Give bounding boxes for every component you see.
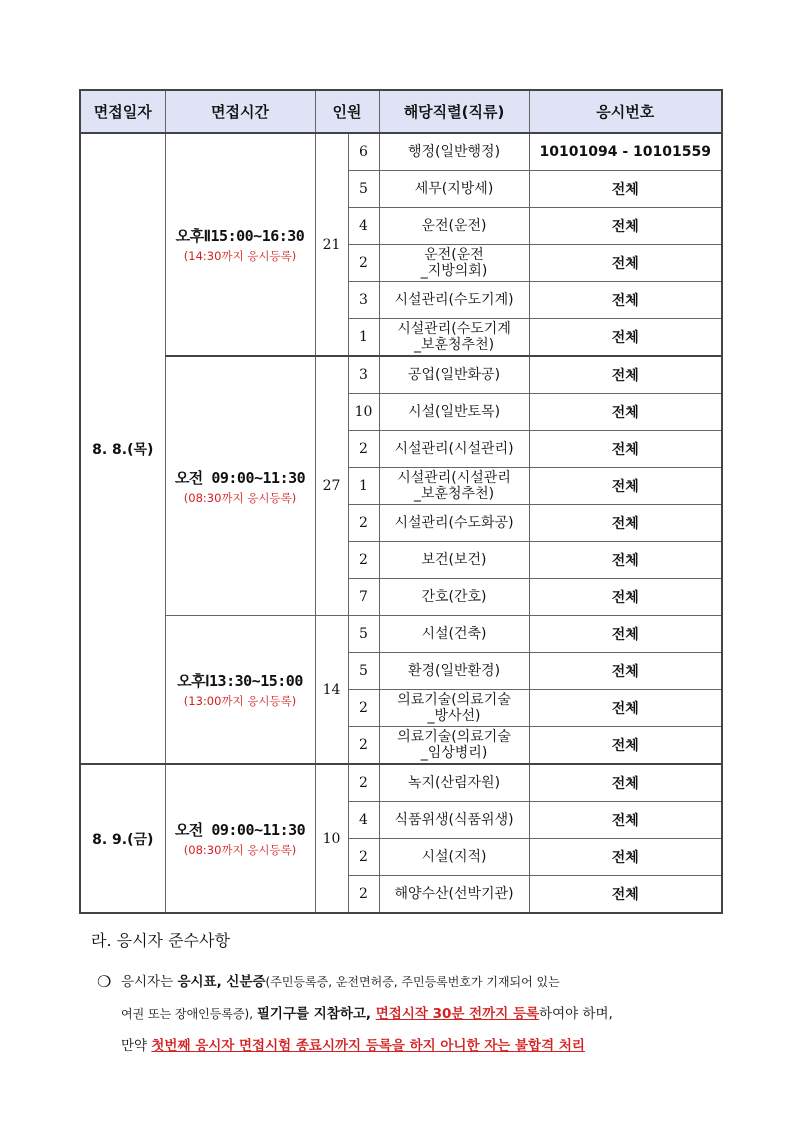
- job-series-line: 해양수산(선박기관): [394, 886, 514, 902]
- job-series: [379, 876, 529, 914]
- row-headcount: 5: [348, 653, 379, 690]
- group-headcount: 21: [315, 133, 348, 356]
- header-time: 면접시간: [165, 90, 315, 133]
- job-series: [379, 505, 529, 542]
- job-series: [379, 394, 529, 431]
- row-headcount: 2: [348, 876, 379, 914]
- interview-time: 오전 09:00~11:30: [174, 468, 306, 487]
- row-headcount: 2: [348, 431, 379, 468]
- notice-red-text: 면접시작 30분 전까지 등록: [375, 1006, 540, 1022]
- job-series-line: 시설관리(수도기계): [394, 292, 514, 308]
- job-series-line: 의료기술(의료기술: [397, 692, 511, 708]
- header-exam-number: 응시번호: [529, 90, 722, 133]
- job-series: [379, 171, 529, 208]
- job-series: [379, 431, 529, 468]
- job-series-line: 녹지(산림자원): [407, 775, 501, 791]
- job-series-line: 운전(운전: [424, 247, 484, 263]
- group-headcount: 27: [315, 356, 348, 616]
- exam-number: 전체: [529, 579, 722, 616]
- notice-text: 하여야 하며,: [539, 1006, 613, 1022]
- job-series: [379, 764, 529, 802]
- registration-deadline: (14:30까지 응시등록): [183, 249, 297, 263]
- job-series: [379, 802, 529, 839]
- exam-number: 10101094 - 10101559: [529, 133, 722, 171]
- job-series: [379, 542, 529, 579]
- row-headcount: 4: [348, 208, 379, 245]
- exam-number: 전체: [529, 394, 722, 431]
- job-series-line: 보건(보건): [421, 552, 487, 568]
- exam-number: 전체: [529, 319, 722, 357]
- job-series-line: 식품위생(식품위생): [394, 812, 514, 828]
- job-series: [379, 653, 529, 690]
- group-headcount: 14: [315, 616, 348, 765]
- job-series-line: _보훈청추천): [413, 337, 495, 353]
- job-series: [379, 356, 529, 394]
- row-headcount: 5: [348, 616, 379, 653]
- job-series: [379, 245, 529, 282]
- exam-number: 전체: [529, 245, 722, 282]
- interview-time: 오후Ⅰ13:30~15:00: [177, 672, 303, 690]
- interview-time: 오후Ⅱ15:00~16:30: [175, 227, 305, 245]
- notice-text: (주민등록증, 운전면허증, 주민등록번호가 기재되어 있는: [265, 975, 560, 989]
- notice-text: 여권 또는 장애인등록증),: [121, 1007, 257, 1021]
- job-series: [379, 133, 529, 171]
- job-series: [379, 319, 529, 357]
- job-series-line: 환경(일반환경): [407, 663, 501, 679]
- job-series-line: 시설관리(수도기계: [397, 321, 511, 337]
- interview-date: 8. 9.(금): [80, 764, 165, 913]
- job-series-line: _지방의회): [420, 263, 488, 279]
- row-headcount: 4: [348, 802, 379, 839]
- row-headcount: 7: [348, 579, 379, 616]
- interview-time-cell: [165, 764, 315, 913]
- notice-line-3: [121, 1030, 585, 1062]
- job-series: [379, 579, 529, 616]
- interview-date: 8. 8.(목): [80, 133, 165, 764]
- row-headcount: 1: [348, 468, 379, 505]
- table-body: [80, 133, 722, 913]
- header-count: 인원: [315, 90, 379, 133]
- job-series: [379, 468, 529, 505]
- exam-number: 전체: [529, 839, 722, 876]
- exam-number: 전체: [529, 542, 722, 579]
- job-series: [379, 839, 529, 876]
- job-series-line: 의료기술(의료기술: [397, 729, 511, 745]
- exam-number: 전체: [529, 727, 722, 765]
- job-series-line: _임상병리): [420, 745, 488, 761]
- table-row: [80, 356, 722, 394]
- table-row: [80, 616, 722, 653]
- row-headcount: 5: [348, 171, 379, 208]
- registration-deadline: (08:30까지 응시등록): [183, 843, 297, 857]
- exam-number: 전체: [529, 653, 722, 690]
- row-headcount: 3: [348, 356, 379, 394]
- row-headcount: 2: [348, 727, 379, 765]
- exam-number: 전체: [529, 616, 722, 653]
- row-headcount: 2: [348, 245, 379, 282]
- exam-number: 전체: [529, 802, 722, 839]
- exam-number: 전체: [529, 208, 722, 245]
- row-headcount: 2: [348, 764, 379, 802]
- notice-bold-text: 필기구를 지참하고,: [256, 1006, 376, 1022]
- job-series-line: 시설(일반토목): [407, 404, 501, 420]
- job-series-line: 행정(일반행정): [407, 144, 501, 160]
- exam-number: 전체: [529, 468, 722, 505]
- notice-text: 응시자는: [121, 974, 178, 990]
- job-series-line: 운전(운전): [421, 218, 487, 234]
- header-date: 면접일자: [80, 90, 165, 133]
- job-series: [379, 616, 529, 653]
- registration-deadline: (08:30까지 응시등록): [183, 490, 297, 505]
- exam-number: 전체: [529, 171, 722, 208]
- table-row: [80, 133, 722, 171]
- exam-number: 전체: [529, 764, 722, 802]
- interview-time-cell: [165, 616, 315, 765]
- job-series: [379, 727, 529, 765]
- interview-time: 오전 09:00~11:30: [174, 821, 306, 839]
- job-series: [379, 690, 529, 727]
- row-headcount: 3: [348, 282, 379, 319]
- row-headcount: 2: [348, 839, 379, 876]
- row-headcount: 1: [348, 319, 379, 357]
- exam-number: 전체: [529, 282, 722, 319]
- job-series-line: 시설(지적): [421, 849, 487, 865]
- registration-deadline: (13:00까지 응시등록): [183, 694, 297, 708]
- notice-line-1: [121, 966, 560, 998]
- job-series-line: 간호(간호): [421, 589, 487, 605]
- table-row: [80, 764, 722, 802]
- row-headcount: 2: [348, 505, 379, 542]
- exam-number: 전체: [529, 690, 722, 727]
- job-series-line: 세무(지방세): [414, 181, 494, 197]
- notice-bold-text: 응시표, 신분증: [177, 974, 266, 990]
- job-series: [379, 282, 529, 319]
- exam-number: 전체: [529, 876, 722, 914]
- job-series-line: 시설관리(시설관리: [397, 470, 511, 486]
- job-series: [379, 208, 529, 245]
- exam-number: 전체: [529, 356, 722, 394]
- header-job: 해당직렬(직류): [379, 90, 529, 133]
- exam-number: 전체: [529, 431, 722, 468]
- job-series-line: 공업(일반화공): [407, 367, 501, 383]
- notice-red-text: 첫번째 응시자 면접시험 종료시까지 등록을 하지 아니한 자는 불합격 처리: [151, 1038, 585, 1054]
- exam-number: 전체: [529, 505, 722, 542]
- notice-text: 만약: [121, 1038, 152, 1054]
- interview-time-cell: [165, 133, 315, 356]
- notice-line-2: [121, 998, 613, 1030]
- row-headcount: 2: [348, 542, 379, 579]
- row-headcount: 6: [348, 133, 379, 171]
- job-series-line: 시설(건축): [421, 626, 487, 642]
- interview-time-cell: [165, 356, 315, 616]
- section-title: 라. 응시자 준수사항: [91, 931, 230, 950]
- job-series-line: 시설관리(수도화공): [394, 515, 514, 531]
- row-headcount: 10: [348, 394, 379, 431]
- table-header-row: [80, 90, 722, 133]
- job-series-line: _방사선): [427, 708, 481, 724]
- job-series-line: _보훈청추천): [413, 486, 495, 502]
- interview-schedule-table: [79, 89, 723, 914]
- job-series-line: 시설관리(시설관리): [394, 441, 514, 457]
- group-headcount: 10: [315, 764, 348, 913]
- row-headcount: 2: [348, 690, 379, 727]
- bullet-icon: ❍: [97, 972, 112, 991]
